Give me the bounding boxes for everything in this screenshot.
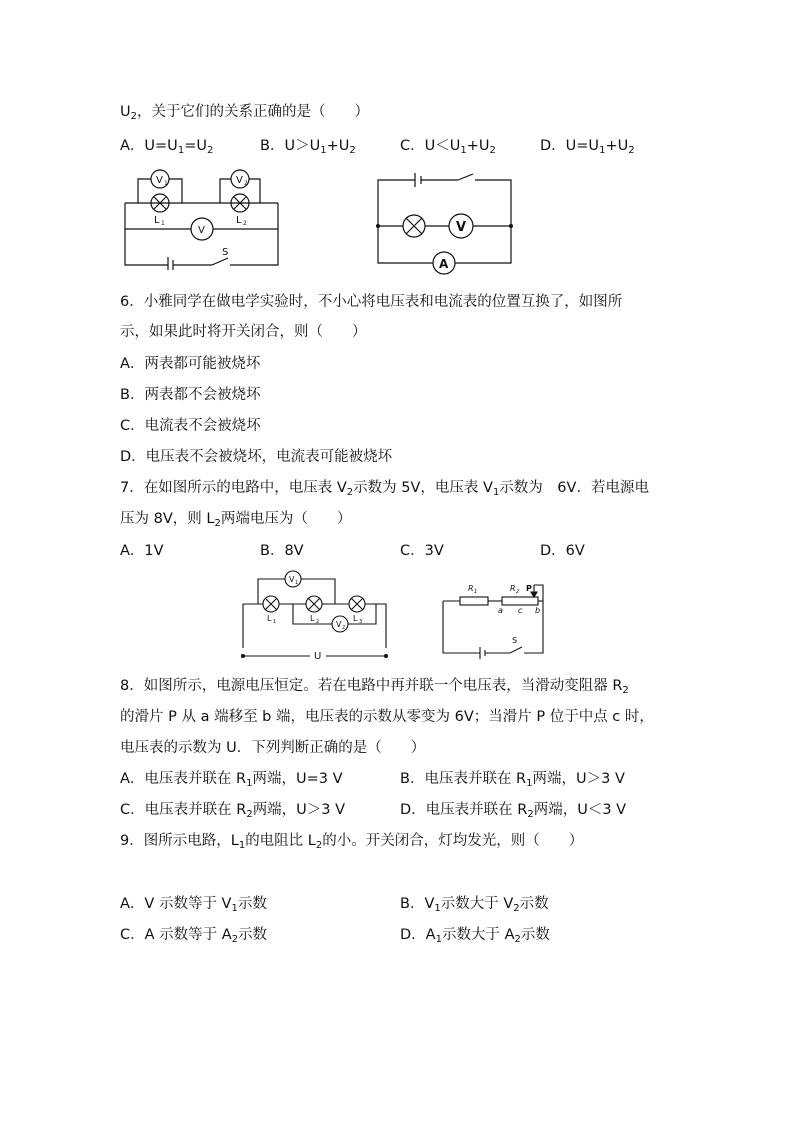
q5-option-b: B．$U>U_1+U_2$: [260, 138, 356, 156]
q5-left-l2-label: L: [236, 215, 242, 226]
q7-right-r1-label: R: [468, 584, 474, 593]
q5-stem: $U_2$，关于它们的关系正确的是（ ）: [120, 104, 369, 122]
q5-right-a-label: A: [439, 257, 449, 271]
q7-option-b: B．8V: [260, 543, 304, 559]
q7-right-r2-label: R: [510, 584, 516, 593]
q7-option-a: A．1V: [120, 543, 164, 559]
q5-option-d: D．$U=U_1+U_2$: [540, 138, 635, 156]
q6-option-c: C．电流表不会被烧坏: [120, 418, 261, 434]
q8-option-a: A．电压表并联在 $R_1$两端，U=3 V: [120, 771, 343, 789]
q6-option-a: A．两表都可能被烧坏: [120, 356, 261, 372]
q7-right-b-label: b: [535, 606, 541, 615]
svg-text:1: 1: [161, 220, 165, 227]
svg-text:3: 3: [359, 619, 363, 625]
q5-left-v2-label: V: [236, 175, 243, 186]
q7-right-a-label: a: [498, 606, 503, 615]
q7-right-p-label: P: [526, 584, 532, 593]
svg-text:2: 2: [342, 625, 346, 631]
q6-stem-line1: 6．小雅同学在做电学实验时，不小心将电压表和电流表的位置互换了，如图所: [120, 294, 623, 310]
svg-text:2: 2: [243, 220, 247, 227]
q5-right-v-label: V: [456, 220, 467, 235]
q5-left-s-label: S: [222, 247, 229, 258]
q5-left-v1-label: V: [156, 175, 163, 186]
q7-right-s-label: S: [512, 636, 518, 645]
q7-left-l3-label: L: [353, 614, 358, 623]
q8-stem-line3: 电压表的示数为 U．下列判断正确的是（ ）: [120, 740, 426, 756]
q7-right-c-label: c: [518, 606, 523, 615]
svg-text:2: 2: [316, 619, 320, 625]
q5-left-v-label: V: [198, 225, 205, 236]
svg-text:1: 1: [295, 580, 299, 586]
svg-text:2: 2: [244, 180, 248, 187]
svg-text:1: 1: [474, 589, 478, 595]
q7-left-v2-label: V: [336, 620, 342, 629]
q7-stem-line2: 压为 8V，则 $L_2$两端电压为（ ）: [120, 511, 352, 529]
q8-option-d: D．电压表并联在 $R_2$两端，U＜3 V: [400, 802, 627, 820]
q9-option-d: D．$A_1$示数大于 $A_2$示数: [400, 927, 550, 945]
q8-option-b: B．电压表并联在 $R_1$两端，U＞3 V: [400, 771, 625, 789]
q5-circuit-left: [120, 165, 285, 270]
q7-left-l1-label: L: [267, 614, 272, 623]
q8-option-c: C．电压表并联在 $R_2$两端，U＞3 V: [120, 802, 346, 820]
q7-circuit-right: [438, 575, 548, 660]
q6-option-d: D．电压表不会被烧坏，电流表可能被烧坏: [120, 449, 393, 465]
q7-left-l2-label: L: [310, 614, 315, 623]
q5-left-l1-label: L: [154, 215, 160, 226]
q6-stem-line2: 示，如果此时将开关闭合，则（ ）: [120, 324, 367, 340]
q9-option-c: C．A 示数等于 $A_2$示数: [120, 927, 268, 945]
q5-option-c: C．$U<U_1+U_2$: [400, 138, 496, 156]
q5-circuit-right: [373, 170, 518, 275]
svg-text:1: 1: [164, 180, 168, 187]
q8-stem-line1: 8．如图所示，电源电压恒定。若在电路中再并联一个电压表，当滑动变阻器 $R_2$: [120, 678, 629, 696]
q6-option-b: B．两表都不会被烧坏: [120, 387, 261, 403]
q7-left-u-label: U: [314, 651, 322, 662]
q7-circuit-left: [238, 570, 393, 665]
q9-option-b: B．$V_1$示数大于 $V_2$示数: [400, 896, 549, 914]
svg-text:1: 1: [273, 619, 277, 625]
q9-option-a: A．V 示数等于 $V_1$示数: [120, 896, 267, 914]
q7-left-v1-label: V: [289, 575, 295, 584]
q7-option-c: C．3V: [400, 543, 444, 559]
q9-stem-line1: 9．图所示电路，$L_1$的电阻比 $L_2$的小。开关闭合，灯均发光，则（ ）: [120, 833, 584, 851]
svg-text:2: 2: [516, 589, 520, 595]
q8-stem-line2: 的滑片 P 从 a 端移至 b 端，电压表的示数从零变为 6V；当滑片 P 位于中点 c 时，: [120, 709, 654, 725]
q7-stem-line1: 7．在如图所示的电路中，电压表 $V_2$示数为 5V，电压表 $V_1$示数为 6V．若电源电: [120, 480, 649, 498]
q5-option-a: A．$U=U_1=U_2$: [120, 138, 214, 156]
q7-option-d: D．6V: [540, 543, 585, 559]
